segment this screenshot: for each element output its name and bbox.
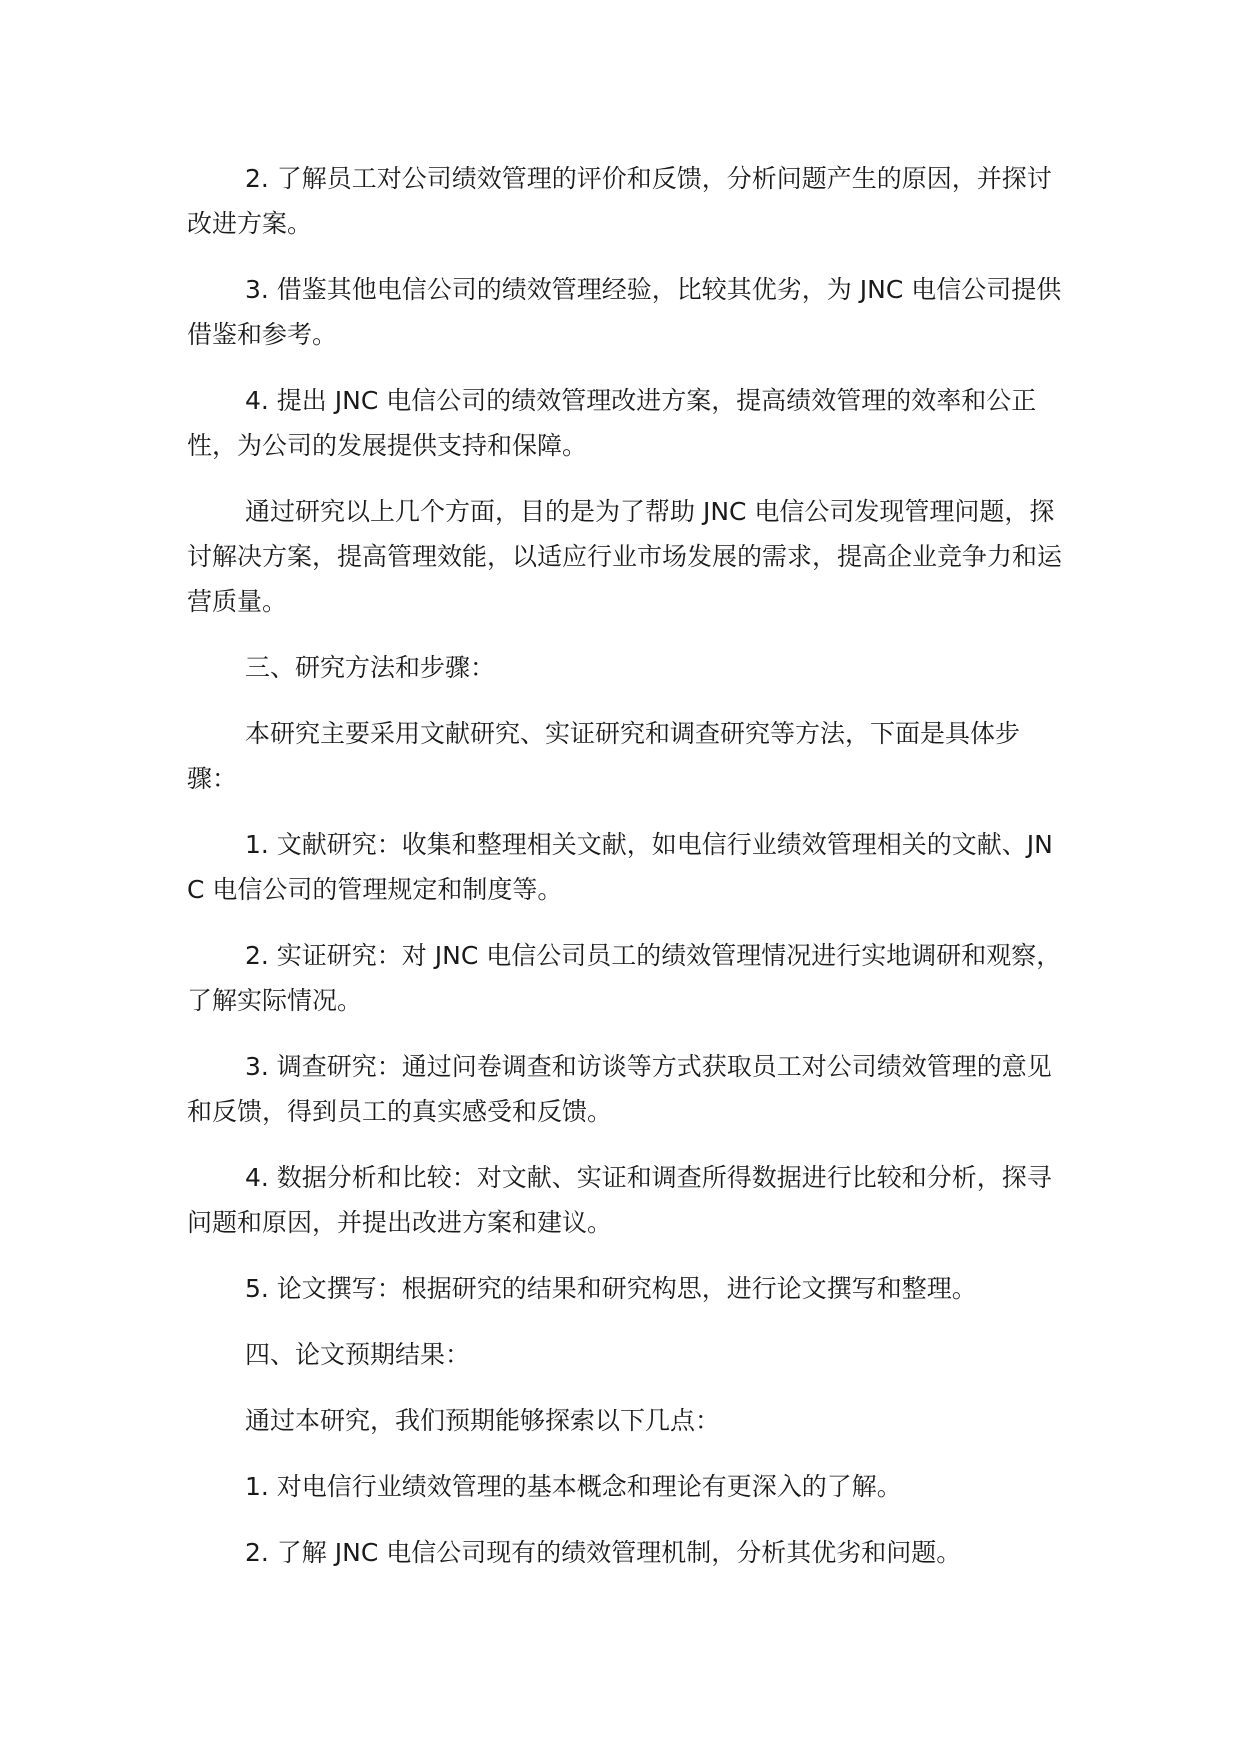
paragraph-objective-summary: 通过研究以上几个方面，目的是为了帮助 JNC 电信公司发现管理问题，探讨解决方案，提高管理效能，以适应行业市场发展的需求，提高企业竞争力和运营质量。 xyxy=(187,497,1063,616)
section-heading-expected-results: 四、论文预期结果： xyxy=(245,1340,471,1369)
paragraph-methods-intro: 本研究主要采用文献研究、实证研究和调查研究等方法，下面是具体步骤： xyxy=(187,719,1021,793)
paragraph-objective-3: 3. 借鉴其他电信公司的绩效管理经验，比较其优劣，为 JNC 电信公司提供借鉴和参考。 xyxy=(187,275,1062,349)
paragraph-result-2: 2. 了解 JNC 电信公司现有的绩效管理机制，分析其优劣和问题。 xyxy=(245,1538,962,1567)
paragraph-method-3: 3. 调查研究：通过问卷调查和访谈等方式获取员工对公司绩效管理的意见和反馈，得到员工的真实感受和反馈。 xyxy=(187,1052,1052,1126)
paragraph-objective-2: 2. 了解员工对公司绩效管理的评价和反馈，分析问题产生的原因，并探讨改进方案。 xyxy=(187,164,1052,238)
paragraph-method-1: 1. 文献研究：收集和整理相关文献，如电信行业绩效管理相关的文献、JNC 电信公司的管理规定和制度等。 xyxy=(187,830,1053,904)
paragraph-method-2: 2. 实证研究：对 JNC 电信公司员工的绩效管理情况进行实地调研和观察，了解实际情况。 xyxy=(187,941,1062,1015)
paragraph-method-5: 5. 论文撰写：根据研究的结果和研究构思，进行论文撰写和整理。 xyxy=(245,1274,977,1303)
paragraph-method-4: 4. 数据分析和比较：对文献、实证和调查所得数据进行比较和分析，探寻问题和原因，并提出改进方案和建议。 xyxy=(187,1163,1052,1237)
document-body xyxy=(187,156,1067,1575)
paragraph-result-1: 1. 对电信行业绩效管理的基本概念和理论有更深入的了解。 xyxy=(245,1472,902,1501)
paragraph-results-intro: 通过本研究，我们预期能够探索以下几点： xyxy=(245,1406,721,1435)
section-heading-methods: 三、研究方法和步骤： xyxy=(245,653,496,682)
paragraph-objective-4: 4. 提出 JNC 电信公司的绩效管理改进方案，提高绩效管理的效率和公正性，为公司的发展提供支持和保障。 xyxy=(187,386,1037,460)
